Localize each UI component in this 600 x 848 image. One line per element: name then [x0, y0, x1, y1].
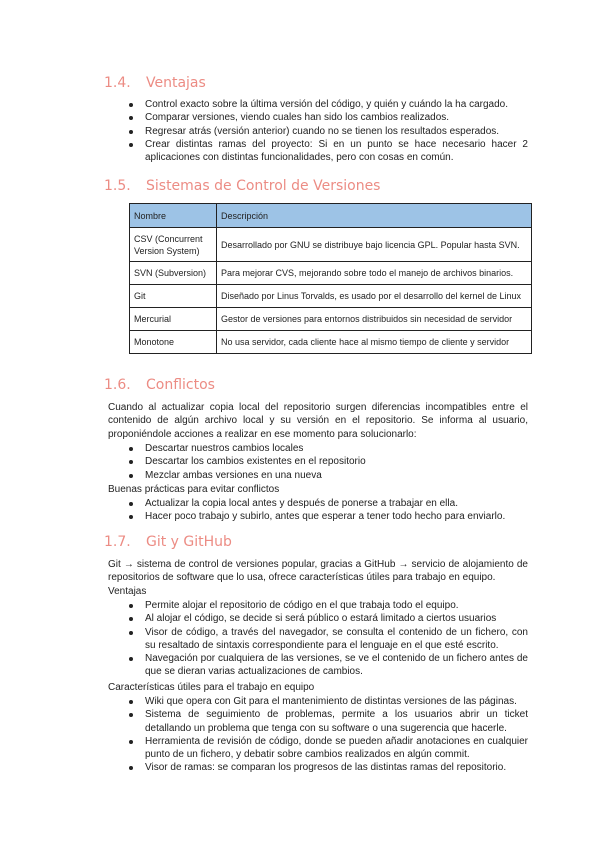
practices-list — [128, 497, 528, 524]
table-header-row — [130, 204, 532, 228]
table-row — [130, 228, 532, 262]
github-features-list — [128, 695, 528, 775]
table-row — [130, 331, 532, 354]
section-number: 1.5. — [104, 178, 131, 194]
list-item: Control exacto sobre la última versión del código, y quién y cuándo la ha cargado. — [128, 98, 528, 111]
column-header-nombre: Nombre — [130, 204, 217, 228]
list-item: Regresar atrás (versión anterior) cuando no se tienen los resultados esperados. — [128, 125, 528, 138]
list-item: Permite alojar el repositorio de código en el que trabaja todo el equipo. — [128, 599, 528, 612]
list-item: Visor de código, a través del navegador, se consulta el contenido de un fichero, con su resaltado de sintaxis correspondiente para el lenguaje en el que esté escrito. — [128, 626, 528, 653]
table-cell-description: Para mejorar CVS, mejorando sobre todo el manejo de archivos binarios. — [217, 262, 532, 285]
table-row — [130, 262, 532, 285]
heading-conflictos — [104, 377, 215, 393]
table-cell-description: Diseñado por Linus Torvalds, es usado por el desarrollo del kernel de Linux — [217, 285, 532, 308]
github-ventajas-list — [128, 599, 528, 679]
ventajas-list — [128, 98, 528, 164]
heading-sistemas — [104, 178, 380, 194]
conflictos-actions-list — [128, 442, 528, 482]
github-intro: Git → sistema de control de versiones popular, gracias a GitHub → servicio de alojamiento de repositorios de software que lo usa, ofrece características útiles para trabajo en equipo. — [108, 559, 528, 584]
list-item: Navegación por cualquiera de las versiones, se ve el contenido de un fichero antes de que se dieran varias actualizaciones de cambios. — [128, 652, 528, 679]
table-row — [130, 285, 532, 308]
table-cell-name: CSV (Concurrent Version System) — [130, 228, 217, 262]
ventajas-label: Ventajas — [108, 586, 147, 597]
list-item: Wiki que opera con Git para el mantenimiento de distintas versiones de las páginas. — [128, 695, 528, 708]
list-item: Hacer poco trabajo y subirlo, antes que esperar a tener todo hecho para enviarlo. — [128, 510, 528, 523]
table-cell-name: Mercurial — [130, 308, 217, 331]
section-title: Ventajas — [146, 75, 206, 91]
table-row — [130, 308, 532, 331]
table-cell-description: Gestor de versiones para entornos distribuidos sin necesidad de servidor — [217, 308, 532, 331]
table-cell-description: Desarrollado por GNU se distribuye bajo licencia GPL. Popular hasta SVN. — [217, 228, 532, 262]
conflictos-intro: Cuando al actualizar copia local del repositorio surgen diferencias incompatibles entre el contenido de algún archivo local y su versión en el repositorio. Se informa al usuario, proponiéndole acciones a realizar en ese momento para solucionarlo: — [108, 402, 528, 440]
section-number: 1.7. — [104, 534, 131, 550]
section-number: 1.6. — [104, 377, 131, 393]
table-cell-name: Git — [130, 285, 217, 308]
list-item: Al alojar el código, se decide si será público o estará limitado a ciertos usuarios — [128, 612, 528, 625]
list-item: Comparar versiones, viendo cuales han sido los cambios realizados. — [128, 111, 528, 124]
list-item: Descartar nuestros cambios locales — [128, 442, 528, 455]
heading-github — [104, 534, 232, 550]
section-number: 1.4. — [104, 75, 131, 91]
list-item: Descartar los cambios existentes en el repositorio — [128, 455, 528, 468]
section-title: Sistemas de Control de Versiones — [146, 178, 381, 194]
practices-label: Buenas prácticas para evitar conflictos — [108, 484, 280, 495]
list-item: Herramienta de revisión de código, donde se pueden añadir anotaciones en cualquier punto de un fichero, y debatir sobre cambios realizados en algún commit. — [128, 735, 528, 762]
heading-ventajas — [104, 75, 206, 91]
list-item: Actualizar la copia local antes y después de ponerse a trabajar en ella. — [128, 497, 528, 510]
section-title: Git y GitHub — [146, 534, 232, 550]
table-cell-name: Monotone — [130, 331, 217, 354]
table-cell-name: SVN (Subversion) — [130, 262, 217, 285]
column-header-descripcion: Descripción — [217, 204, 532, 228]
vcs-table — [129, 203, 532, 354]
table-cell-description: No usa servidor, cada cliente hace al mismo tiempo de cliente y servidor — [217, 331, 532, 354]
list-item: Visor de ramas: se comparan los progresos de las distintas ramas del repositorio. — [128, 761, 528, 774]
features-label: Características útiles para el trabajo en equipo — [108, 682, 315, 693]
section-title: Conflictos — [146, 377, 215, 393]
list-item: Sistema de seguimiento de problemas, permite a los usuarios abrir un ticket detallando un problema que tenga con su software o una sugerencia que hacerle. — [128, 708, 528, 735]
list-item: Crear distintas ramas del proyecto: Si en un punto se hace necesario hacer 2 aplicaciones con distintas funcionalidades, pero con cosas en común. — [128, 138, 528, 165]
list-item: Mezclar ambas versiones en una nueva — [128, 469, 528, 482]
